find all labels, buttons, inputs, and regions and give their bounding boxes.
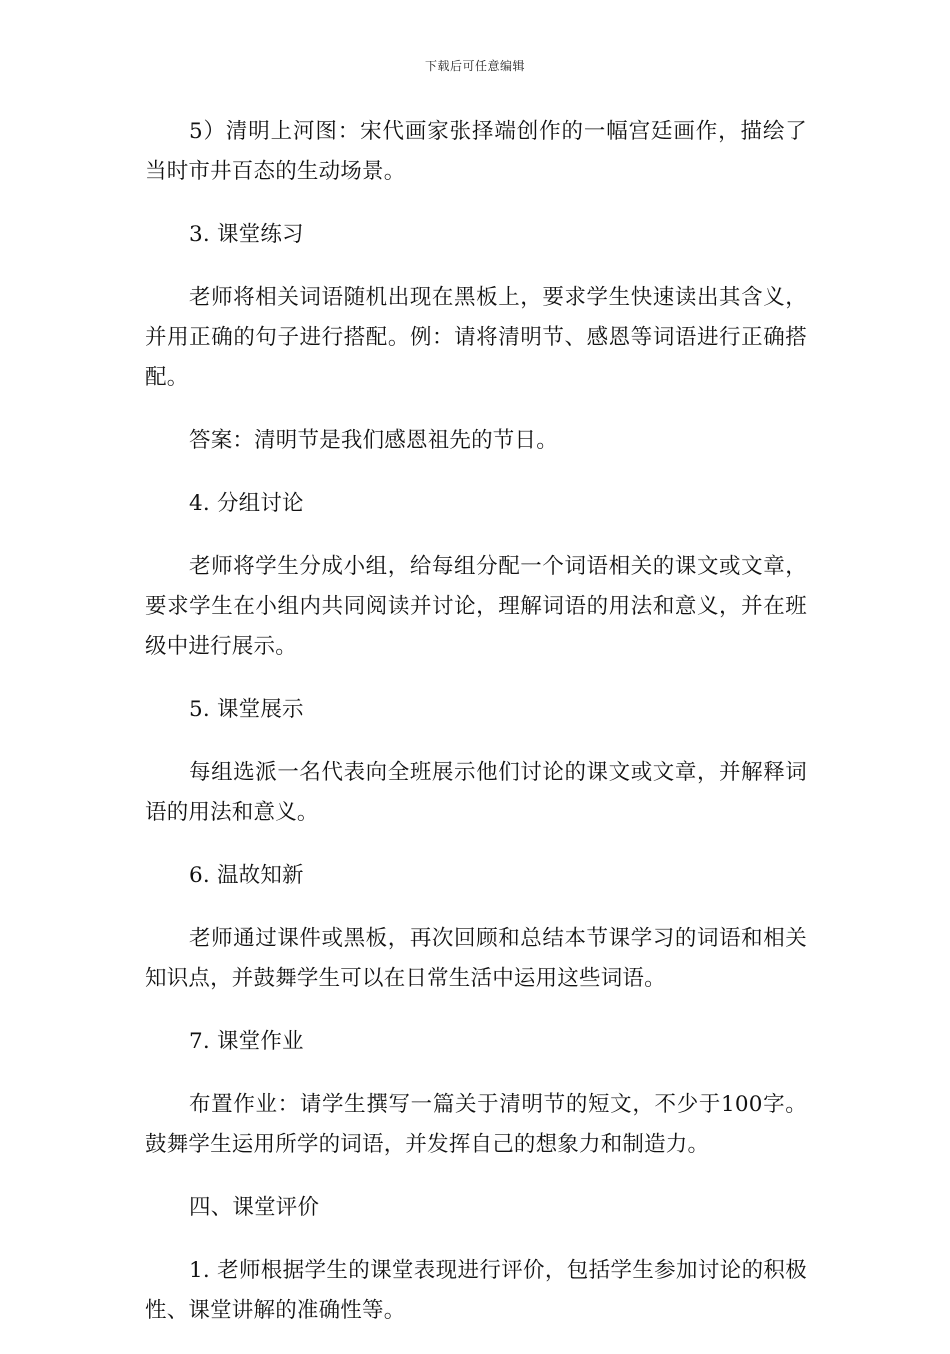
section-heading-practice: 3. 课堂练习 [189,222,304,247]
paragraph-group-discussion: 老师将学生分成小组，给每组分配一个词语相关的课文或文章，要求学生在小组内共同阅读并讨论，理解词语的用法和意义，并在班级中进行展示。 [145,554,807,659]
section-heading-review: 6. 温故知新 [189,863,304,888]
page-header: 下载后可任意编辑 [424,59,525,73]
paragraph-presentation: 每组选派一名代表向全班展示他们讨论的课文或文章，并解释词语的用法和意义。 [145,760,807,825]
paragraph-painting-note: 5）清明上河图：宋代画家张择端创作的一幅宫廷画作，描绘了当时市井百态的生动场景。 [145,119,807,184]
paragraph-homework: 布置作业：请学生撰写一篇关于清明节的短文，不少于100字。鼓舞学生运用所学的词语，并发挥自己的想象力和制造力。 [145,1092,807,1157]
paragraph-practice: 老师将相关词语随机出现在黑板上，要求学生快速读出其含义，并用正确的句子进行搭配。例：请将清明节、感恩等词语进行正确搭配。 [145,285,807,390]
section-heading-group-discussion: 4. 分组讨论 [189,491,304,516]
section-heading-homework: 7. 课堂作业 [189,1029,304,1054]
paragraph-answer: 答案：清明节是我们感恩祖先的节日。 [189,428,558,453]
paragraph-review: 老师通过课件或黑板，再次回顾和总结本节课学习的词语和相关知识点，并鼓舞学生可以在日常生活中运用这些词语。 [145,926,807,991]
document-body [145,112,807,1354]
section-heading-evaluation: 四、课堂评价 [189,1195,320,1220]
paragraph-evaluation: 1. 老师根据学生的课堂表现进行评价，包括学生参加讨论的积极性、课堂讲解的准确性等。 [145,1258,807,1323]
section-heading-presentation: 5. 课堂展示 [189,697,304,722]
